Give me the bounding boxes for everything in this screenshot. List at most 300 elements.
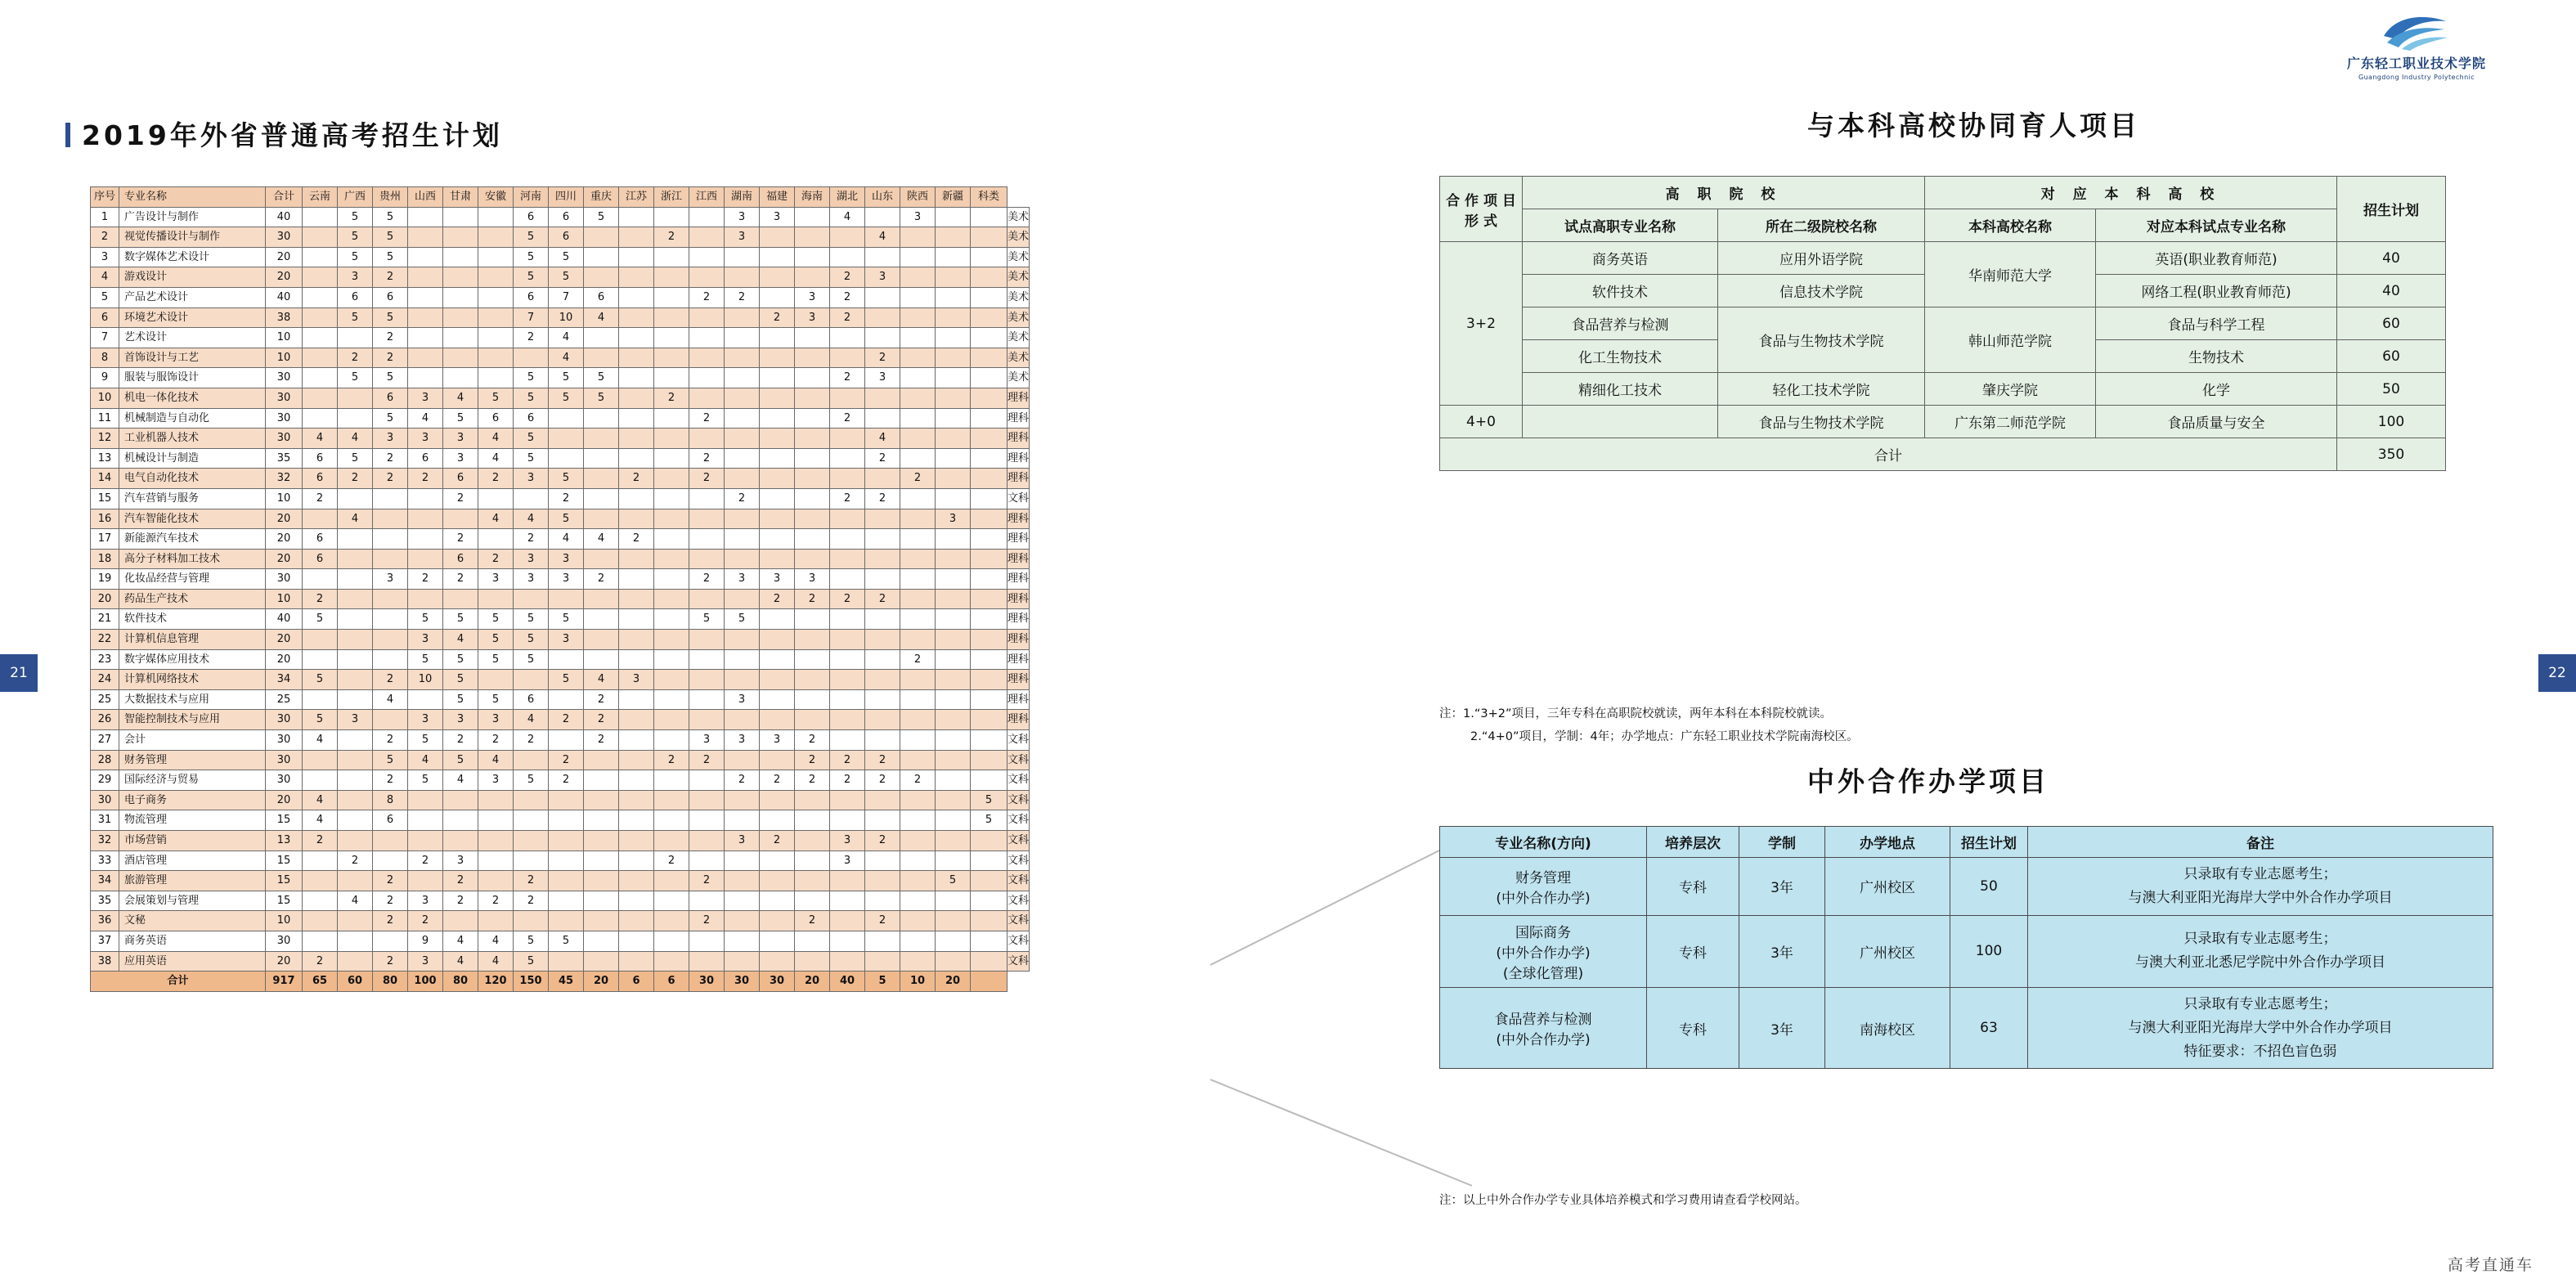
plan-cell-major: 酒店管理 bbox=[119, 850, 266, 871]
plan-cell: 2 bbox=[830, 589, 865, 609]
plan-cell: 5 bbox=[338, 227, 373, 248]
plan-cell bbox=[584, 790, 619, 810]
plan-cell: 13 bbox=[91, 448, 119, 469]
plan-cell bbox=[795, 388, 830, 408]
plan-cell bbox=[689, 850, 725, 871]
plan-table-row bbox=[91, 549, 1030, 569]
plan-cell bbox=[971, 951, 1008, 972]
plan-cell: 40 bbox=[266, 207, 303, 227]
plan-cell: 5 bbox=[408, 770, 443, 791]
plan-cell bbox=[478, 850, 514, 871]
page-number-right: 22 bbox=[2538, 654, 2576, 692]
plan-cell bbox=[900, 267, 936, 288]
plan-total-cell: 30 bbox=[760, 972, 795, 992]
plan-cell bbox=[936, 307, 971, 328]
plan-cell bbox=[865, 730, 900, 751]
plan-cell: 30 bbox=[266, 770, 303, 791]
plan-cell bbox=[900, 529, 936, 550]
plan-cell: 美术 bbox=[1008, 207, 1030, 227]
plan-cell bbox=[584, 328, 619, 348]
plan-cell bbox=[303, 871, 338, 891]
plan-cell bbox=[760, 448, 795, 469]
plan-cell bbox=[443, 247, 478, 267]
section-title-foreign: 中外合作办学项目 bbox=[1807, 765, 2049, 797]
plan-total-cell: 65 bbox=[303, 972, 338, 992]
section-title-coop: 与本科高校协同育人项目 bbox=[1807, 110, 2140, 141]
plan-cell: 4 bbox=[443, 770, 478, 791]
coop-cell-plan: 40 bbox=[2337, 242, 2446, 275]
coop-cell-univ: 肇庆学院 bbox=[1925, 373, 2096, 406]
plan-cell bbox=[549, 810, 584, 831]
coop-cell-college: 信息技术学院 bbox=[1718, 275, 1925, 307]
plan-cell bbox=[549, 408, 584, 429]
plan-cell bbox=[725, 348, 760, 368]
plan-cell bbox=[584, 429, 619, 449]
plan-cell bbox=[936, 710, 971, 730]
plan-cell bbox=[900, 871, 936, 891]
plan-cell bbox=[338, 388, 373, 408]
plan-cell: 11 bbox=[91, 408, 119, 429]
plan-cell bbox=[408, 328, 443, 348]
plan-cell bbox=[725, 630, 760, 650]
plan-cell bbox=[478, 307, 514, 328]
plan-cell bbox=[689, 328, 725, 348]
plan-cell bbox=[338, 549, 373, 569]
plan-cell: 理科 bbox=[1008, 649, 1030, 670]
plan-cell bbox=[443, 589, 478, 609]
plan-cell bbox=[936, 207, 971, 227]
plan-cell bbox=[338, 488, 373, 509]
plan-cell-major: 机电一体化技术 bbox=[119, 388, 266, 408]
plan-cell: 5 bbox=[549, 609, 584, 630]
coop-cell-plan: 60 bbox=[2337, 307, 2446, 340]
plan-col-header: 重庆 bbox=[584, 187, 619, 208]
plan-cell: 2 bbox=[865, 448, 900, 469]
plan-cell bbox=[619, 348, 654, 368]
plan-cell bbox=[619, 710, 654, 730]
plan-cell: 3 bbox=[549, 549, 584, 569]
coop-notes bbox=[1439, 703, 1859, 748]
plan-cell bbox=[689, 549, 725, 569]
plan-cell: 30 bbox=[266, 227, 303, 248]
plan-cell bbox=[303, 770, 338, 791]
plan-cell bbox=[865, 810, 900, 831]
plan-cell bbox=[584, 951, 619, 972]
plan-cell bbox=[900, 429, 936, 449]
plan-cell bbox=[654, 630, 689, 650]
plan-cell: 4 bbox=[478, 951, 514, 972]
plan-cell: 5 bbox=[689, 609, 725, 630]
plan-cell: 2 bbox=[549, 710, 584, 730]
plan-cell bbox=[584, 469, 619, 489]
plan-cell bbox=[654, 589, 689, 609]
plan-table-row bbox=[91, 911, 1030, 931]
plan-cell: 1 bbox=[91, 207, 119, 227]
plan-cell: 30 bbox=[266, 931, 303, 951]
plan-cell bbox=[936, 730, 971, 751]
plan-cell: 5 bbox=[514, 388, 549, 408]
plan-cell bbox=[971, 267, 1008, 288]
plan-cell bbox=[619, 328, 654, 348]
plan-cell: 理科 bbox=[1008, 388, 1030, 408]
plan-cell-major: 药品生产技术 bbox=[119, 589, 266, 609]
plan-cell bbox=[900, 951, 936, 972]
plan-cell: 32 bbox=[266, 469, 303, 489]
plan-cell bbox=[478, 207, 514, 227]
plan-cell bbox=[373, 509, 408, 529]
plan-cell bbox=[443, 227, 478, 248]
plan-cell bbox=[654, 549, 689, 569]
plan-cell bbox=[689, 689, 725, 710]
plan-cell bbox=[900, 509, 936, 529]
plan-cell bbox=[725, 388, 760, 408]
plan-cell: 19 bbox=[91, 569, 119, 590]
plan-cell: 理科 bbox=[1008, 569, 1030, 590]
plan-cell bbox=[689, 891, 725, 911]
plan-cell bbox=[760, 649, 795, 670]
plan-col-header: 新疆 bbox=[936, 187, 971, 208]
plan-cell bbox=[619, 589, 654, 609]
plan-cell bbox=[408, 227, 443, 248]
plan-cell bbox=[338, 911, 373, 931]
plan-cell bbox=[619, 850, 654, 871]
plan-cell: 5 bbox=[373, 408, 408, 429]
plan-cell bbox=[689, 368, 725, 388]
coop-header-form: 合 作 项 目 形 式 bbox=[1440, 177, 1523, 242]
plan-table-row bbox=[91, 429, 1030, 449]
plan-cell: 4 bbox=[373, 689, 408, 710]
plan-cell: 30 bbox=[266, 569, 303, 590]
plan-cell: 5 bbox=[549, 368, 584, 388]
plan-cell bbox=[936, 750, 971, 770]
plan-cell bbox=[725, 670, 760, 690]
plan-cell: 文科 bbox=[1008, 790, 1030, 810]
plan-cell bbox=[619, 770, 654, 791]
plan-cell: 3 bbox=[408, 951, 443, 972]
plan-cell bbox=[830, 429, 865, 449]
plan-cell bbox=[338, 831, 373, 851]
plan-cell bbox=[725, 951, 760, 972]
plan-cell: 15 bbox=[266, 891, 303, 911]
plan-cell: 理科 bbox=[1008, 429, 1030, 449]
plan-total-cell: 80 bbox=[373, 972, 408, 992]
plan-cell bbox=[549, 911, 584, 931]
plan-cell: 6 bbox=[514, 207, 549, 227]
plan-cell bbox=[338, 931, 373, 951]
plan-cell: 2 bbox=[478, 549, 514, 569]
plan-cell: 5 bbox=[91, 287, 119, 307]
plan-cell: 2 bbox=[689, 287, 725, 307]
plan-cell bbox=[795, 630, 830, 650]
plan-cell: 文科 bbox=[1008, 891, 1030, 911]
plan-cell: 25 bbox=[266, 689, 303, 710]
plan-cell bbox=[936, 649, 971, 670]
plan-cell: 4 bbox=[303, 730, 338, 751]
plan-cell bbox=[654, 207, 689, 227]
plan-cell: 18 bbox=[91, 549, 119, 569]
plan-cell bbox=[478, 831, 514, 851]
plan-cell bbox=[795, 227, 830, 248]
plan-cell: 5 bbox=[514, 227, 549, 248]
plan-cell bbox=[584, 609, 619, 630]
plan-cell bbox=[900, 448, 936, 469]
plan-cell bbox=[760, 609, 795, 630]
plan-cell bbox=[936, 689, 971, 710]
plan-table-row bbox=[91, 348, 1030, 368]
plan-cell: 3 bbox=[478, 770, 514, 791]
plan-cell: 40 bbox=[266, 287, 303, 307]
plan-cell bbox=[338, 730, 373, 751]
plan-cell bbox=[478, 911, 514, 931]
plan-cell: 30 bbox=[266, 710, 303, 730]
plan-cell bbox=[865, 710, 900, 730]
plan-cell bbox=[760, 247, 795, 267]
plan-cell: 2 bbox=[795, 911, 830, 931]
plan-cell bbox=[971, 630, 1008, 650]
plan-total-cell: 20 bbox=[795, 972, 830, 992]
plan-cell: 文科 bbox=[1008, 810, 1030, 831]
plan-cell bbox=[654, 649, 689, 670]
plan-cell: 6 bbox=[443, 549, 478, 569]
plan-cell bbox=[584, 549, 619, 569]
plan-cell bbox=[514, 831, 549, 851]
plan-cell-major: 市场营销 bbox=[119, 831, 266, 851]
plan-cell: 2 bbox=[830, 408, 865, 429]
plan-cell-major: 首饰设计与工艺 bbox=[119, 348, 266, 368]
foreign-cell-level: 专科 bbox=[1647, 987, 1739, 1069]
plan-cell bbox=[795, 348, 830, 368]
plan-cell: 5 bbox=[514, 931, 549, 951]
plan-cell: 3 bbox=[725, 730, 760, 751]
plan-cell bbox=[549, 730, 584, 751]
plan-table-row bbox=[91, 469, 1030, 489]
plan-cell: 2 bbox=[725, 287, 760, 307]
plan-cell: 3 bbox=[619, 670, 654, 690]
plan-cell bbox=[725, 429, 760, 449]
plan-table-row bbox=[91, 710, 1030, 730]
plan-cell bbox=[689, 247, 725, 267]
plan-cell bbox=[936, 408, 971, 429]
plan-cell-major: 国际经济与贸易 bbox=[119, 770, 266, 791]
plan-cell bbox=[408, 689, 443, 710]
plan-cell: 3 bbox=[760, 569, 795, 590]
plan-total-cell: 917 bbox=[266, 972, 303, 992]
plan-cell-major: 机械制造与自动化 bbox=[119, 408, 266, 429]
plan-cell bbox=[900, 730, 936, 751]
plan-cell bbox=[303, 569, 338, 590]
plan-col-header: 浙江 bbox=[654, 187, 689, 208]
plan-cell: 理科 bbox=[1008, 469, 1030, 489]
plan-cell bbox=[654, 408, 689, 429]
plan-cell bbox=[619, 429, 654, 449]
plan-cell bbox=[303, 348, 338, 368]
plan-cell bbox=[760, 328, 795, 348]
plan-cell: 8 bbox=[91, 348, 119, 368]
plan-cell bbox=[654, 810, 689, 831]
plan-cell: 美术 bbox=[1008, 287, 1030, 307]
plan-cell-major: 旅游管理 bbox=[119, 871, 266, 891]
plan-cell: 2 bbox=[373, 951, 408, 972]
plan-total-cell: 60 bbox=[338, 972, 373, 992]
plan-cell: 5 bbox=[408, 730, 443, 751]
plan-cell bbox=[900, 931, 936, 951]
plan-cell bbox=[971, 710, 1008, 730]
plan-cell bbox=[865, 408, 900, 429]
foreign-cell-place: 南海校区 bbox=[1825, 987, 1950, 1069]
plan-cell bbox=[619, 891, 654, 911]
plan-cell bbox=[619, 549, 654, 569]
plan-cell bbox=[303, 630, 338, 650]
plan-col-header: 山东 bbox=[865, 187, 900, 208]
plan-cell bbox=[830, 509, 865, 529]
plan-cell: 文科 bbox=[1008, 951, 1030, 972]
plan-cell bbox=[936, 670, 971, 690]
foreign-cell-years: 3年 bbox=[1739, 987, 1825, 1069]
plan-cell bbox=[725, 790, 760, 810]
plan-cell: 4 bbox=[478, 509, 514, 529]
plan-cell bbox=[514, 790, 549, 810]
plan-cell-major: 文秘 bbox=[119, 911, 266, 931]
plan-cell: 2 bbox=[549, 488, 584, 509]
plan-cell bbox=[443, 368, 478, 388]
plan-cell bbox=[303, 911, 338, 931]
plan-cell bbox=[830, 569, 865, 590]
plan-cell: 2 bbox=[549, 750, 584, 770]
plan-cell: 美术 bbox=[1008, 328, 1030, 348]
plan-cell bbox=[760, 689, 795, 710]
plan-cell bbox=[900, 589, 936, 609]
plan-cell bbox=[619, 649, 654, 670]
plan-cell: 20 bbox=[266, 247, 303, 267]
plan-table-row bbox=[91, 630, 1030, 650]
plan-cell bbox=[795, 790, 830, 810]
plan-col-header: 广西 bbox=[338, 187, 373, 208]
plan-table-row bbox=[91, 951, 1030, 972]
plan-cell bbox=[443, 267, 478, 288]
plan-cell: 30 bbox=[266, 408, 303, 429]
plan-cell bbox=[303, 368, 338, 388]
plan-cell-major: 财务管理 bbox=[119, 750, 266, 770]
plan-cell: 2 bbox=[303, 488, 338, 509]
plan-cell-major: 汽车营销与服务 bbox=[119, 488, 266, 509]
plan-cell bbox=[760, 469, 795, 489]
plan-cell bbox=[514, 348, 549, 368]
plan-cell bbox=[725, 549, 760, 569]
plan-cell bbox=[830, 871, 865, 891]
plan-cell bbox=[584, 348, 619, 368]
foreign-table-head bbox=[1440, 827, 2493, 858]
plan-cell bbox=[619, 609, 654, 630]
plan-cell bbox=[338, 529, 373, 550]
plan-cell bbox=[795, 951, 830, 972]
plan-cell: 2 bbox=[689, 750, 725, 770]
plan-table-row bbox=[91, 328, 1030, 348]
plan-cell bbox=[584, 750, 619, 770]
plan-cell bbox=[971, 730, 1008, 751]
plan-cell bbox=[619, 911, 654, 931]
plan-cell: 2 bbox=[443, 569, 478, 590]
plan-cell: 5 bbox=[478, 630, 514, 650]
plan-cell: 24 bbox=[91, 670, 119, 690]
plan-cell bbox=[936, 448, 971, 469]
plan-cell bbox=[830, 348, 865, 368]
plan-cell bbox=[936, 589, 971, 609]
plan-cell-major: 会计 bbox=[119, 730, 266, 751]
plan-cell bbox=[338, 770, 373, 791]
plan-cell: 文科 bbox=[1008, 850, 1030, 871]
plan-cell: 5 bbox=[478, 689, 514, 710]
coop-cell-college: 食品与生物技术学院 bbox=[1718, 406, 1925, 438]
plan-cell: 理科 bbox=[1008, 670, 1030, 690]
plan-cell bbox=[654, 348, 689, 368]
plan-cell: 7 bbox=[91, 328, 119, 348]
plan-cell bbox=[936, 911, 971, 931]
plan-cell bbox=[373, 649, 408, 670]
plan-cell bbox=[338, 810, 373, 831]
plan-cell bbox=[619, 931, 654, 951]
plan-cell bbox=[303, 247, 338, 267]
plan-cell bbox=[971, 529, 1008, 550]
plan-cell: 4 bbox=[514, 710, 549, 730]
plan-table-row bbox=[91, 831, 1030, 851]
plan-cell bbox=[338, 951, 373, 972]
plan-cell: 6 bbox=[514, 287, 549, 307]
plan-table-head bbox=[91, 187, 1030, 208]
plan-cell-major: 计算机网络技术 bbox=[119, 670, 266, 690]
plan-cell bbox=[900, 911, 936, 931]
plan-cell: 4 bbox=[830, 207, 865, 227]
plan-cell bbox=[303, 509, 338, 529]
plan-cell: 30 bbox=[266, 388, 303, 408]
coop-total-value: 350 bbox=[2337, 438, 2446, 471]
plan-col-header: 合计 bbox=[266, 187, 303, 208]
plan-cell: 2 bbox=[514, 871, 549, 891]
plan-cell: 3 bbox=[830, 850, 865, 871]
plan-cell bbox=[830, 227, 865, 248]
plan-cell: 20 bbox=[266, 790, 303, 810]
plan-cell: 理科 bbox=[1008, 529, 1030, 550]
plan-table-row bbox=[91, 810, 1030, 831]
coop-subheader-major: 试点高职专业名称 bbox=[1523, 209, 1718, 242]
plan-col-header: 江西 bbox=[689, 187, 725, 208]
plan-cell: 3 bbox=[443, 448, 478, 469]
plan-cell: 2 bbox=[654, 750, 689, 770]
plan-cell bbox=[478, 287, 514, 307]
plan-cell: 4 bbox=[549, 348, 584, 368]
plan-cell: 4 bbox=[303, 429, 338, 449]
plan-cell: 3 bbox=[549, 630, 584, 650]
plan-cell bbox=[936, 488, 971, 509]
plan-cell bbox=[549, 891, 584, 911]
plan-cell: 文科 bbox=[1008, 770, 1030, 791]
plan-cell bbox=[865, 509, 900, 529]
coop-cell-univ: 华南师范大学 bbox=[1925, 242, 2096, 307]
plan-cell: 5 bbox=[373, 307, 408, 328]
page-title-left bbox=[65, 114, 503, 153]
plan-cell bbox=[654, 891, 689, 911]
plan-cell bbox=[654, 429, 689, 449]
coop-program-table bbox=[1439, 176, 2446, 471]
plan-cell bbox=[760, 891, 795, 911]
plan-table-row bbox=[91, 891, 1030, 911]
plan-cell bbox=[408, 247, 443, 267]
coop-cell-major: 软件技术 bbox=[1523, 275, 1718, 307]
plan-cell bbox=[900, 609, 936, 630]
plan-cell bbox=[303, 267, 338, 288]
plan-cell: 3 bbox=[408, 630, 443, 650]
plan-cell: 30 bbox=[266, 429, 303, 449]
plan-cell: 4 bbox=[549, 328, 584, 348]
